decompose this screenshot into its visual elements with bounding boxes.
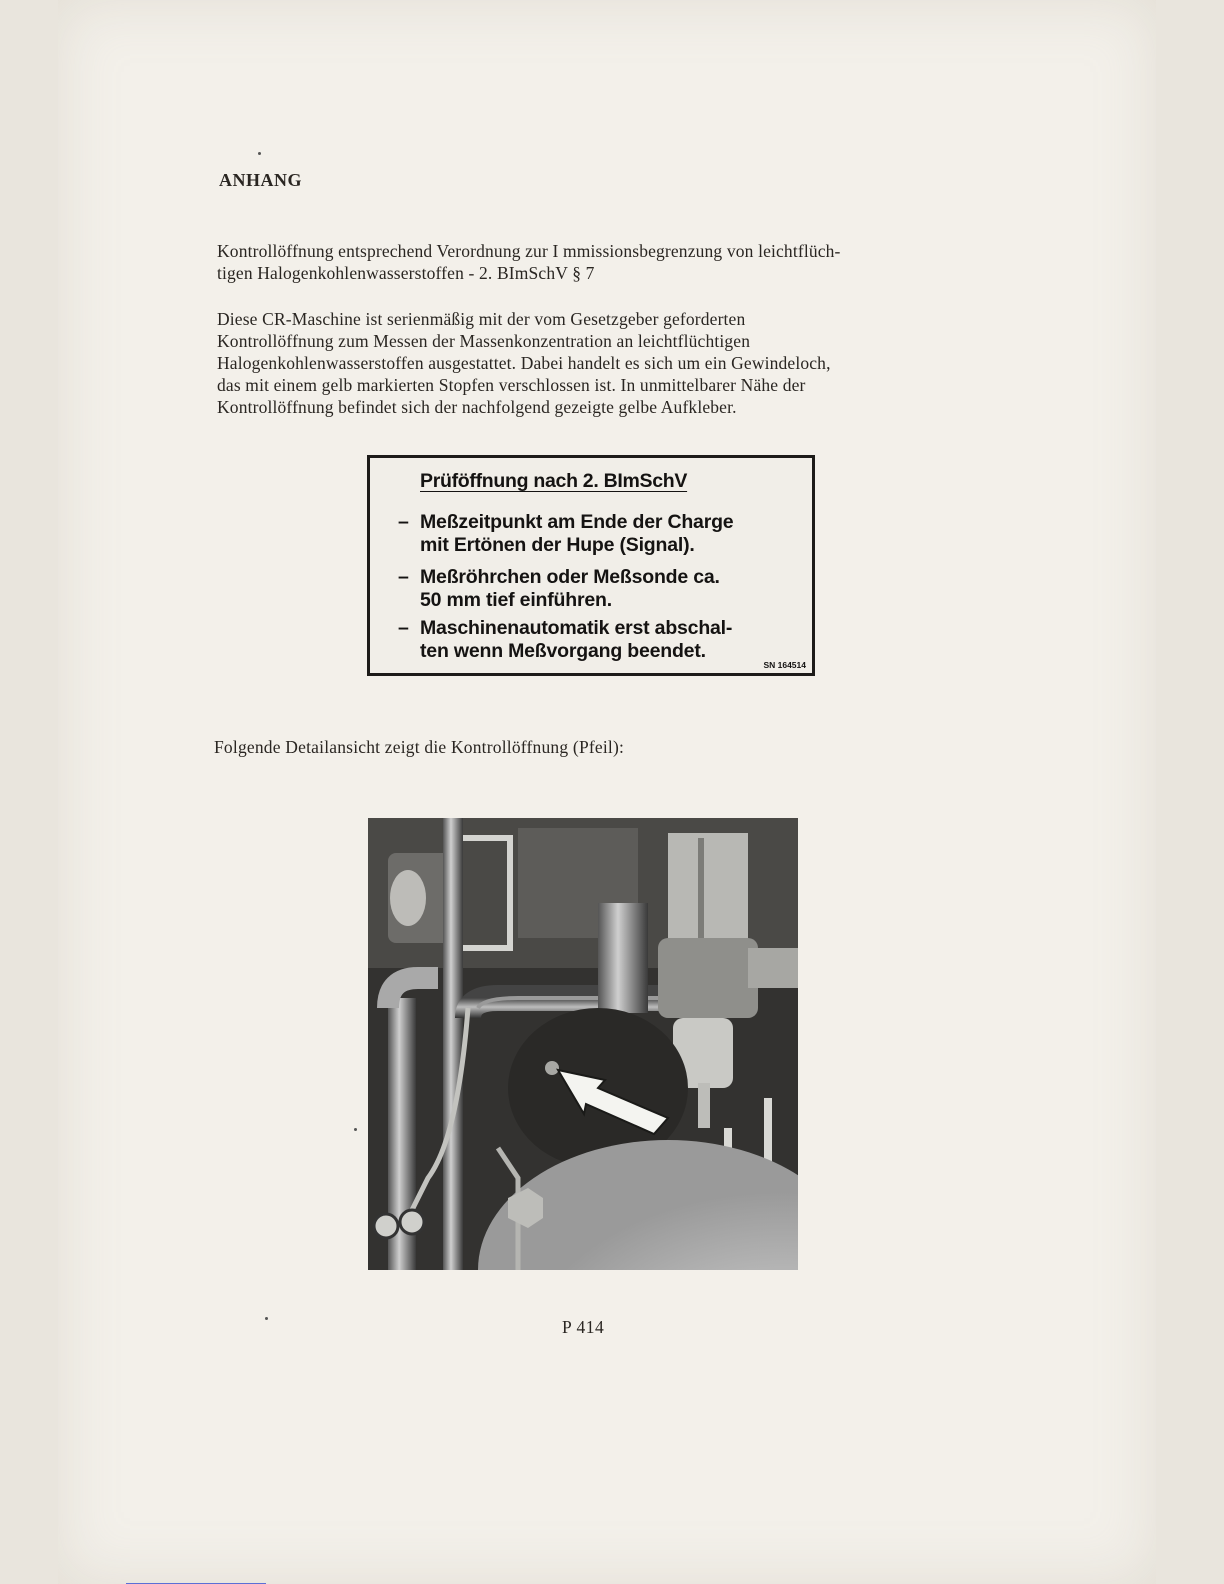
sticker-item-line: Meßröhrchen oder Meßsonde ca. (420, 566, 720, 588)
sticker-title: Prüföffnung nach 2. BImSchV (420, 470, 688, 492)
body-line: Kontrollöffnung zum Messen der Massenkonzentration an leichtflüchtigen (217, 331, 751, 351)
sticker-item (398, 511, 733, 557)
dash-bullet: – (398, 617, 409, 639)
body-line: Kontrollöffnung befindet sich der nachfolgend gezeigte gelbe Aufkleber. (217, 397, 737, 417)
machine-detail-photo (368, 818, 798, 1270)
warning-sticker (367, 455, 815, 676)
intro-paragraph (217, 240, 1017, 284)
section-heading: ANHANG (219, 170, 302, 190)
sticker-item-line: Meßzeitpunkt am Ende der Charge (420, 511, 734, 533)
page-number: P 414 (562, 1317, 605, 1337)
speck (354, 1128, 357, 1131)
body-paragraph (217, 308, 1007, 418)
speck (265, 1317, 268, 1320)
intro-line: tigen Halogenkohlenwasserstoffen - 2. BImSchV § 7 (217, 263, 595, 283)
body-line: das mit einem gelb markierten Stopfen verschlossen ist. In unmittelbarer Nähe der (217, 375, 806, 395)
body-line: Halogenkohlenwasserstoffen ausgestattet. Dabei handelt es sich um ein Gewindeloch, (217, 353, 831, 373)
photo-illustration (368, 818, 798, 1270)
body-line: Diese CR-Maschine ist serienmäßig mit der vom Gesetzgeber geforderten (217, 309, 746, 329)
intro-line: Kontrollöffnung entsprechend Verordnung zur I mmissionsbegrenzung von leichtflüch- (217, 241, 841, 261)
sticker-item (398, 617, 732, 663)
sticker-item (398, 566, 720, 612)
sticker-item-line: mit Ertönen der Hupe (Signal). (420, 534, 695, 556)
sticker-item-line: 50 mm tief einführen. (420, 589, 612, 611)
sticker-item-line: Maschinenautomatik erst abschal- (420, 617, 733, 639)
photo-caption: Folgende Detailansicht zeigt die Kontrollöffnung (Pfeil): (214, 737, 625, 757)
sticker-item-line: ten wenn Meßvorgang beendet. (420, 640, 706, 662)
speck (258, 152, 261, 155)
document-page (58, 0, 1156, 1584)
dash-bullet: – (398, 566, 409, 588)
sticker-code: SN 164514 (763, 660, 806, 670)
dash-bullet: – (398, 511, 409, 533)
